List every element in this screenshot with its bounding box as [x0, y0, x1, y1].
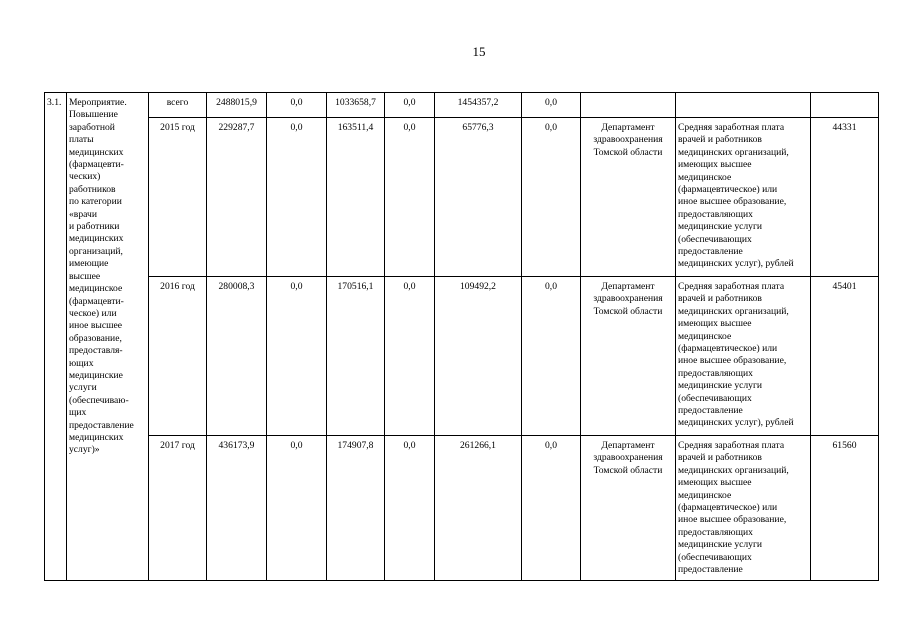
value-cell: 163511,4	[327, 118, 385, 277]
page-number: 15	[472, 44, 486, 59]
value-cell: 0,0	[385, 93, 435, 118]
item-index: 3.1.	[45, 93, 67, 581]
value-cell: 65776,3	[435, 118, 522, 277]
table-row-2016	[45, 277, 879, 436]
period-cell: 2017 год	[149, 436, 207, 581]
value-cell: 174907,8	[327, 436, 385, 581]
value-cell: 0,0	[267, 93, 327, 118]
value-cell: 0,0	[267, 118, 327, 277]
period-cell: всего	[149, 93, 207, 118]
indicator-value-cell	[811, 93, 879, 118]
value-cell: 0,0	[267, 436, 327, 581]
total-cell: 280008,3	[207, 277, 267, 436]
value-cell: 0,0	[385, 118, 435, 277]
total-cell: 229287,7	[207, 118, 267, 277]
value-cell: 109492,2	[435, 277, 522, 436]
indicator-cell	[676, 93, 811, 118]
value-cell: 1454357,2	[435, 93, 522, 118]
indicator-cell: Средняя заработная плата врачей и работников медицинских организаций, имеющих высшее медицинское (фармацевтическое) или иное высшее образование, предоставляющих медицинские услуги (обеспечивающих предоставление	[676, 436, 811, 581]
value-cell: 0,0	[522, 436, 581, 581]
department-cell: Департамент здравоохранения Томской области	[581, 436, 676, 581]
value-cell: 0,0	[522, 277, 581, 436]
indicator-cell: Средняя заработная плата врачей и работников медицинских организаций, имеющих высшее медицинское (фармацевтическое) или иное высшее образование, предоставляющих медицинские услуги (обеспечивающих предоставление медицинских услуг), рублей	[676, 277, 811, 436]
indicator-value-cell: 44331	[811, 118, 879, 277]
value-cell: 0,0	[522, 118, 581, 277]
period-cell: 2015 год	[149, 118, 207, 277]
department-cell: Департамент здравоохранения Томской области	[581, 277, 676, 436]
total-cell: 436173,9	[207, 436, 267, 581]
value-cell: 1033658,7	[327, 93, 385, 118]
department-cell	[581, 93, 676, 118]
value-cell: 0,0	[385, 436, 435, 581]
indicator-cell: Средняя заработная плата врачей и работников медицинских организаций, имеющих высшее медицинское (фармацевтическое) или иное высшее образование, предоставляющих медицинские услуги (обеспечивающих предоставление медицинских услуг), рублей	[676, 118, 811, 277]
total-cell: 2488015,9	[207, 93, 267, 118]
value-cell: 261266,1	[435, 436, 522, 581]
table-row-2015	[45, 118, 879, 277]
department-cell: Департамент здравоохранения Томской области	[581, 118, 676, 277]
table-row-total	[45, 93, 879, 118]
indicator-value-cell: 45401	[811, 277, 879, 436]
value-cell: 170516,1	[327, 277, 385, 436]
item-description: Мероприятие. Повышение заработной платы медицинских (фармацевти- ческих) работников по категории «врачи и работники медицинских организаций, имеющие высшее медицинское (фармацевти- ческое) или иное высшее образование, предоставля- ющих медицинские услуги (обеспечиваю- щих предоставление медицинских услуг)»	[67, 93, 149, 581]
value-cell: 0,0	[522, 93, 581, 118]
indicator-value-cell: 61560	[811, 436, 879, 581]
value-cell: 0,0	[267, 277, 327, 436]
program-table	[44, 92, 879, 581]
value-cell: 0,0	[385, 277, 435, 436]
table-row-2017	[45, 436, 879, 581]
period-cell: 2016 год	[149, 277, 207, 436]
